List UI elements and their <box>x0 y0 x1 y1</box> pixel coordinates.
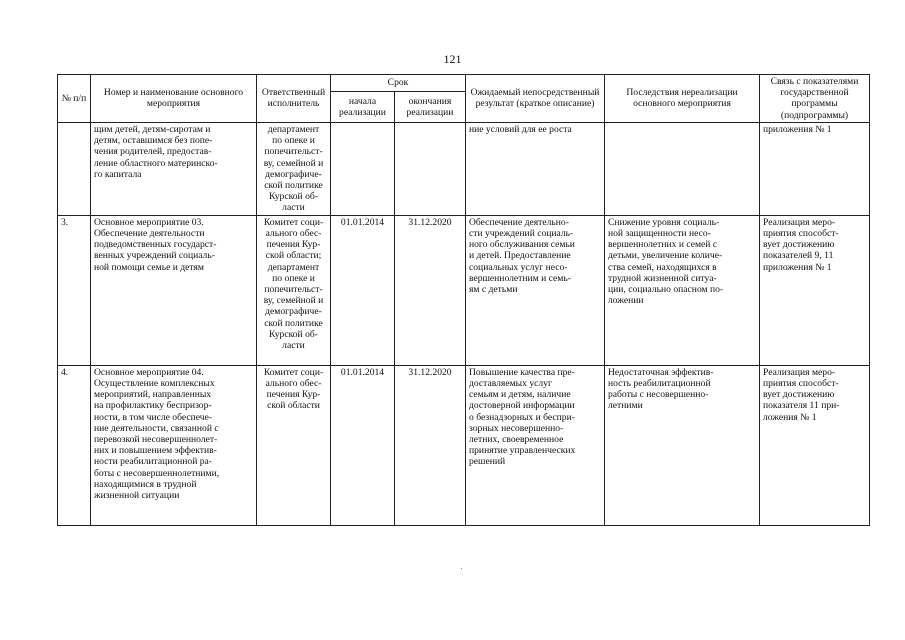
cell-start: 01.01.2014 <box>331 215 395 365</box>
cell-end: 31.12.2020 <box>395 365 466 525</box>
page-number: 121 <box>443 52 462 66</box>
cell-name: щим детей, детям-сиротам и детям, оставшимся без попе- чения родителей, предостав- ление областного материнско- го капитала <box>91 122 257 215</box>
cell-link: Реализация меро- приятия способст- вует достижению показателей 9, 11 приложения № 1 <box>760 215 870 365</box>
cell-result: Обеспечение деятельно- сти учреждений социаль- ного обслуживания семьи и детей. Предоставление социальных услуг несо- вершеннолетним и семь- ям с детьми <box>466 215 605 365</box>
table-header-row <box>58 75 870 92</box>
program-activities-table <box>57 74 870 526</box>
cell-name: Основное мероприятие 03. Обеспечение деятельности подведомственных государст- венных учреждений социаль- ной помощи семье и детям <box>91 215 257 365</box>
cell-consequences: Недостаточная эффектив- ность реабилитационной работы с несовершенно- летними <box>605 365 760 525</box>
header-responsible: Ответственный исполнитель <box>257 75 331 123</box>
cell-responsible: департамент по опеке и попечительст- ву, семейной и демографиче- ской политике Курской об- ласти <box>257 122 331 215</box>
table-row <box>58 365 870 525</box>
header-end: окончания реализации <box>395 92 466 123</box>
cell-num <box>58 122 91 215</box>
header-result: Ожидаемый непосредственный результат (краткое описание) <box>466 75 605 123</box>
scan-speck <box>461 568 462 569</box>
header-start: начала реализации <box>331 92 395 123</box>
header-term: Срок <box>331 75 466 92</box>
header-name: Номер и наименование основного мероприятия <box>91 75 257 123</box>
cell-start: 01.01.2014 <box>331 365 395 525</box>
cell-num: 4. <box>58 365 91 525</box>
table-row <box>58 122 870 215</box>
cell-result: ние условий для ее роста <box>466 122 605 215</box>
cell-num: 3. <box>58 215 91 365</box>
cell-end: 31.12.2020 <box>395 215 466 365</box>
cell-consequences <box>605 122 760 215</box>
cell-name: Основное мероприятие 04. Осуществление комплексных мероприятий, направленных на профилактику беспризор- ности, в том числе обеспече- ние деятельности, связанной с перевозкой несовершеннолет- них и повышением эффектив- ности реабилитационной ра- боты с несовершеннолетними, находящимися в трудной жизненной ситуации <box>91 365 257 525</box>
header-link: Связь с показателями государственной программы (подпрограммы) <box>760 75 870 123</box>
header-num: № п/п <box>58 75 91 123</box>
table-row <box>58 215 870 365</box>
cell-link: приложения № 1 <box>760 122 870 215</box>
cell-end <box>395 122 466 215</box>
cell-result: Повышение качества пре- доставляемых услуг семьям и детям, наличие достоверной информации о безнадзорных и беспри- зорных несовершенно- летних, своевременное принятие управленческих решений <box>466 365 605 525</box>
header-consequences: Последствия нереализации основного мероприятия <box>605 75 760 123</box>
cell-responsible: Комитет соци- ального обес- печения Кур- ской области <box>257 365 331 525</box>
cell-link: Реализация меро- приятия способст- вует достижению показателя 11 при- ложения № 1 <box>760 365 870 525</box>
cell-responsible: Комитет соци- ального обес- печения Кур- ской области; департамент по опеке и попечительст- ву, семейной и демографиче- ской политике Курской об- ласти <box>257 215 331 365</box>
cell-start <box>331 122 395 215</box>
cell-consequences: Снижение уровня социаль- ной защищенности несо- вершеннолетних и семей с детьми, увеличение количе- ства семей, находящихся в трудной жизненной ситуа- ции, социально опасном по- ложении <box>605 215 760 365</box>
